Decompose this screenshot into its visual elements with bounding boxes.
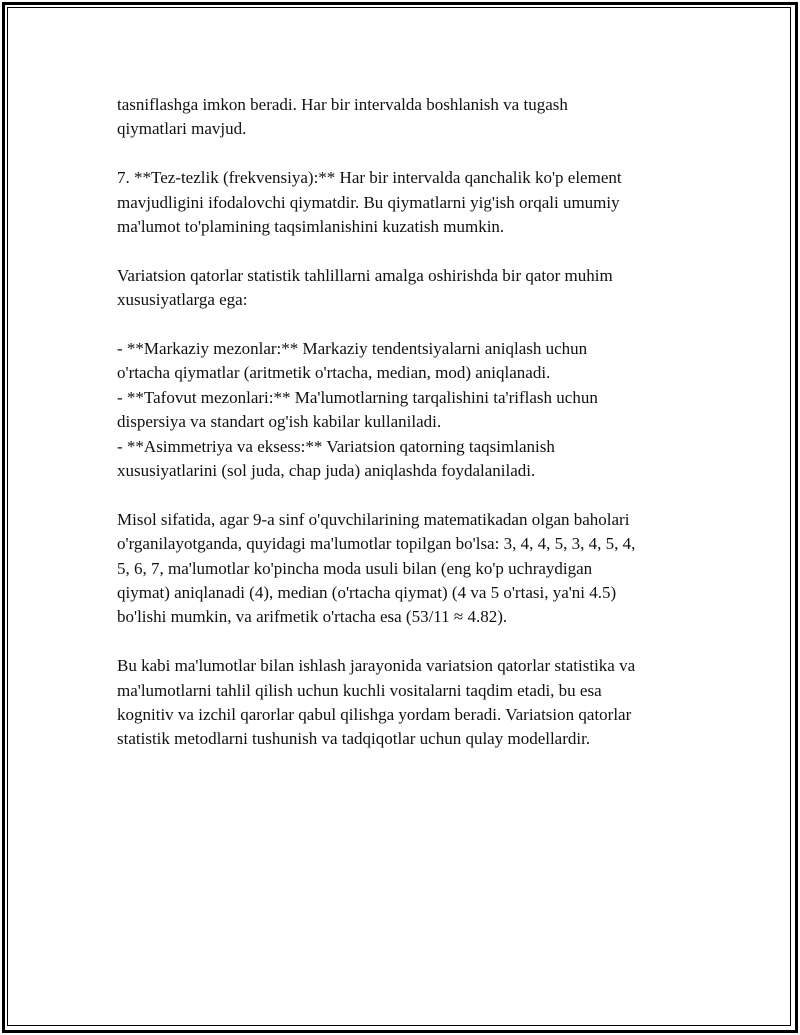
- text-line: - **Asimmetriya va eksess:** Variatsion qatorning taqsimlanish: [117, 436, 555, 456]
- text-line: o'rtacha qiymatlar (aritmetik o'rtacha, median, mod) aniqlanadi.: [117, 363, 551, 383]
- text-line: qiymatlari mavjud.: [117, 119, 247, 139]
- text-line: xususiyatlarga ega:: [117, 290, 248, 310]
- text-line: - **Tafovut mezonlari:** Ma'lumotlarning tarqalishini ta'riflash uchun: [117, 387, 598, 407]
- paragraph-properties-list: [117, 337, 707, 483]
- text-line: Misol sifatida, agar 9-a sinf o'quvchilarining matematikadan olgan baholari: [117, 509, 630, 529]
- text-line: statistik metodlarni tushunish va tadqiqotlar uchun qulay modellardir.: [117, 729, 591, 749]
- paragraph-example: [117, 508, 707, 630]
- paragraph-interval-continuation: [117, 93, 707, 142]
- text-line: ma'lumotlarni tahlil qilish uchun kuchli vositalarni taqdim etadi, bu esa: [117, 680, 602, 700]
- text-line: ma'lumot to'plamining taqsimlanishini kuzatish mumkin.: [117, 217, 505, 237]
- text-line: xususiyatlarini (sol juda, chap juda) aniqlashda foydalaniladi.: [117, 461, 536, 481]
- paragraph-conclusion: [117, 654, 707, 752]
- paragraph-properties-intro: [117, 264, 707, 313]
- text-line: dispersiya va standart og'ish kabilar kullaniladi.: [117, 412, 442, 432]
- text-line: o'rganilayotganda, quyidagi ma'lumotlar topilgan bo'lsa: 3, 4, 4, 5, 3, 4, 5, 4,: [117, 534, 636, 554]
- text-line: Bu kabi ma'lumotlar bilan ishlash jarayonida variatsion qatorlar statistika va: [117, 656, 636, 676]
- text-line: 7. **Tez-tezlik (frekvensiya):** Har bir intervalda qanchalik ko'p element: [117, 168, 622, 188]
- text-line: kognitiv va izchil qarorlar qabul qilishga yordam beradi. Variatsion qatorlar: [117, 705, 632, 725]
- text-line: bo'lishi mumkin, va arifmetik o'rtacha esa (53/11 ≈ 4.82).: [117, 607, 508, 627]
- text-line: tasniflashga imkon beradi. Har bir intervalda boshlanish va tugash: [117, 95, 568, 114]
- text-line: qiymat) aniqlanadi (4), median (o'rtacha qiymat) (4 va 5 o'rtasi, ya'ni 4.5): [117, 583, 617, 603]
- document-body: [117, 93, 707, 776]
- text-line: mavjudligini ifodalovchi qiymatdir. Bu qiymatlarni yig'ish orqali umumiy: [117, 192, 620, 212]
- text-line: - **Markaziy mezonlar:** Markaziy tendentsiyalarni aniqlash uchun: [117, 339, 588, 359]
- text-line: Variatsion qatorlar statistik tahlillarni amalga oshirishda bir qator muhim: [117, 265, 613, 285]
- text-line: 5, 6, 7, ma'lumotlar ko'pincha moda usuli bilan (eng ko'p uchraydigan: [117, 558, 593, 578]
- paragraph-frequency: [117, 166, 707, 239]
